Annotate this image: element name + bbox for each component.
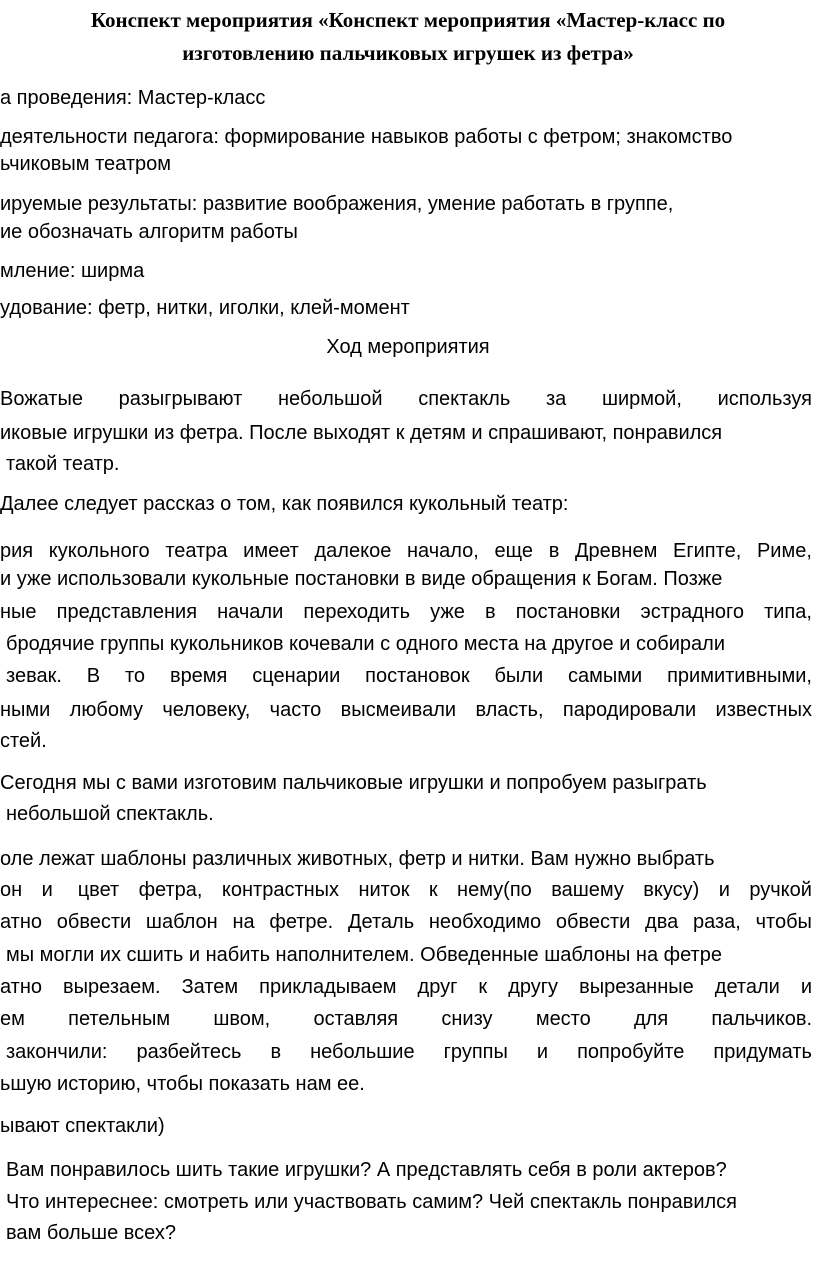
p1-line-3: такой театр. (6, 453, 120, 475)
word: он (0, 879, 23, 901)
equipment-line: удование: фетр, нитки, иголки, клей-момент (0, 297, 410, 319)
word: разбейтесь (136, 1041, 242, 1063)
word: обвести (555, 911, 631, 933)
p1-line-2: иковые игрушки из фетра. После выходят к детям и спрашивают, понравился (0, 422, 723, 444)
title-line-1: Конспект мероприятия «Конспект мероприятия «Мастер-класс по (90, 8, 726, 32)
word: и (41, 879, 53, 901)
word: постановки (515, 601, 621, 623)
word: группы (443, 1041, 508, 1063)
word: представления (56, 601, 198, 623)
word: к (478, 976, 488, 998)
p3-line-2: и уже использовали кукольные постановки в виде обращения к Богам. Позже (0, 568, 723, 590)
word: власть, (475, 699, 544, 721)
word: атно (0, 911, 43, 933)
word: начали (217, 601, 284, 623)
word: ширмой, (601, 388, 682, 410)
word: небольшой (277, 388, 383, 410)
p5-line-4: мы могли их сшить и набить наполнителем. Обведенные шаблоны на фетре (6, 944, 722, 966)
word: цвет (72, 879, 120, 901)
p5-line-1: оле лежат шаблоны различных животных, фетр и нитки. Вам нужно выбрать (0, 848, 715, 870)
word: постановок (365, 665, 470, 687)
word: шаблон (145, 911, 218, 933)
p4-line-1: Сегодня мы с вами изготовим пальчиковые игрушки и попробуем разыграть (0, 772, 707, 794)
results-line-1: ируемые результаты: развитие воображения, умение работать в группе, (0, 193, 674, 215)
document-title (0, 4, 816, 70)
word: примитивными, (667, 665, 812, 687)
p5-line-2 (0, 877, 812, 903)
p5-line-3 (0, 909, 812, 935)
word: высмеивали (340, 699, 457, 721)
word: эстрадного (640, 601, 744, 623)
decor-line: мление: ширма (0, 260, 145, 282)
word: спектакль (418, 388, 511, 410)
word: ручкой (749, 879, 812, 901)
form-line: а проведения: Мастер-класс (0, 87, 266, 109)
results-line-2: ие обозначать алгоритм работы (0, 221, 298, 243)
word: фетре. (269, 911, 334, 933)
word: контрастных (221, 879, 340, 901)
word: Деталь (347, 911, 415, 933)
p5-line-8: ьшую историю, чтобы показать нам ее. (0, 1073, 365, 1095)
question-line-3: вам больше всех? (6, 1222, 176, 1244)
word: человеку, (162, 699, 251, 721)
word: разыгрывают (118, 388, 243, 410)
word: вкусу) (643, 879, 700, 901)
word: оставляя (313, 1008, 399, 1030)
word: театра (165, 540, 228, 562)
word: В (86, 665, 101, 687)
word: ниток (358, 879, 410, 901)
question-line-1: Вам понравилось шить такие игрушки? А представлять себя в роли актеров? (6, 1159, 727, 1181)
activity-line-2: ьчиковым театром (0, 153, 171, 175)
word: любому (69, 699, 143, 721)
p5-line-6 (0, 1006, 812, 1032)
p3-line-3 (0, 599, 812, 625)
word: ными (0, 699, 51, 721)
word: уже (430, 601, 465, 623)
p6-line: ывают спектакли) (0, 1115, 165, 1137)
word: кукольного (48, 540, 150, 562)
word: закончили: (6, 1041, 108, 1063)
word: вашему (551, 879, 624, 901)
word: место (535, 1008, 591, 1030)
word: вырезанные (579, 976, 694, 998)
word: начало, (407, 540, 479, 562)
word: прикладываем (259, 976, 397, 998)
word: и (718, 879, 730, 901)
word: Древнем (574, 540, 658, 562)
p3-line-1 (0, 538, 812, 564)
word: другу (508, 976, 559, 998)
word: необходимо (428, 911, 542, 933)
word: на (232, 911, 255, 933)
word: в (270, 1041, 282, 1063)
p1-line-1 (0, 386, 812, 412)
word: часто (269, 699, 322, 721)
word: петельным (68, 1008, 171, 1030)
word: переходить (303, 601, 411, 623)
word: друг (417, 976, 458, 998)
p2-line: Далее следует рассказ о том, как появился кукольный театр: (0, 493, 569, 515)
word: используя (717, 388, 812, 410)
word: и (536, 1041, 549, 1063)
p3-line-5 (6, 663, 812, 689)
word: детали (714, 976, 780, 998)
p3-line-4: бродячие группы кукольников кочевали с одного места на другое и собирали (6, 633, 726, 655)
word: типа, (764, 601, 812, 623)
question-line-2: Что интереснее: смотреть или участвовать самим? Чей спектакль понравился (6, 1191, 738, 1213)
word: придумать (713, 1041, 812, 1063)
word: к (428, 879, 438, 901)
word: снизу (441, 1008, 493, 1030)
word: атно (0, 976, 43, 998)
word: самыми (568, 665, 643, 687)
word: раза, (692, 911, 741, 933)
word: ем (0, 1008, 25, 1030)
word: фетра, (138, 879, 203, 901)
word: Египте, (673, 540, 742, 562)
p3-line-6 (0, 697, 812, 723)
word: были (494, 665, 544, 687)
p3-line-7: стей. (0, 730, 47, 752)
word: Риме, (756, 540, 812, 562)
word: для (634, 1008, 669, 1030)
word: имеет (243, 540, 299, 562)
word: пародировали (562, 699, 697, 721)
word: еще (494, 540, 534, 562)
word: в (548, 540, 560, 562)
word: рия (0, 540, 34, 562)
word: Затем (181, 976, 239, 998)
p5-line-5 (0, 974, 812, 1000)
word: два (645, 911, 679, 933)
word: зевак. (6, 665, 62, 687)
title-line-2: изготовлению пальчиковых игрушек из фетра» (182, 41, 634, 65)
word: время (169, 665, 228, 687)
p4-line-2: небольшой спектакль. (6, 803, 214, 825)
word: попробуйте (577, 1041, 685, 1063)
word: небольшие (310, 1041, 415, 1063)
word: известных (715, 699, 812, 721)
word: Вожатые (0, 388, 83, 410)
word: то (125, 665, 146, 687)
word: пальчиков. (711, 1008, 812, 1030)
course-heading: Ход мероприятия (326, 336, 490, 358)
word: за (545, 388, 567, 410)
word: и (800, 976, 812, 998)
word: сценарии (252, 665, 341, 687)
word: ные (0, 601, 37, 623)
p5-line-7 (6, 1039, 812, 1065)
word: чтобы (755, 911, 812, 933)
word: далекое (314, 540, 392, 562)
activity-line-1: деятельности педагога: формирование навыков работы с фетром; знакомство (0, 126, 733, 148)
word: вырезаем. (63, 976, 161, 998)
word: обвести (56, 911, 132, 933)
word: швом, (213, 1008, 271, 1030)
word: нему(по (457, 879, 532, 901)
word: в (484, 601, 496, 623)
